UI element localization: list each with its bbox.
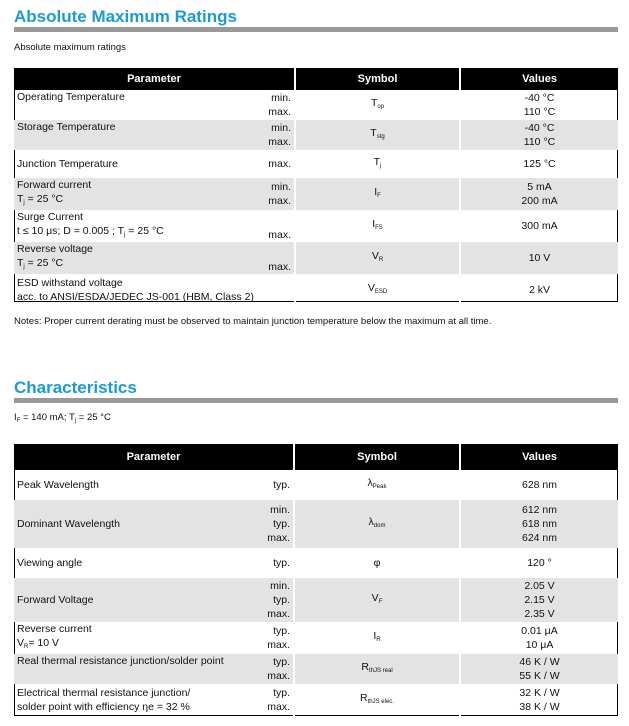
characteristics-table — [14, 444, 618, 716]
param-name: Dominant Wavelength — [14, 500, 224, 548]
absolute-max-table — [14, 68, 618, 306]
table-header-row — [14, 68, 618, 90]
value: 120 ° — [460, 548, 618, 578]
table-row — [14, 548, 618, 578]
condition: typ. max. — [224, 654, 294, 684]
symbol: $I_{FS}$ — [295, 210, 460, 242]
header-values: Values — [460, 444, 618, 470]
value: 2 kV — [460, 274, 618, 306]
value: 5 mA 200 mA — [460, 178, 618, 210]
condition: max. — [214, 242, 295, 274]
value: 0.01 μA 10 μA — [460, 622, 618, 654]
value: 32 K / W 38 K / W — [460, 684, 618, 716]
value: 628 nm — [460, 470, 618, 500]
section-subtitle: Absolute maximum ratings — [14, 42, 126, 53]
condition: max. — [268, 158, 292, 170]
symbol: $T_{op}$ — [295, 90, 460, 120]
symbol: φ — [294, 548, 460, 578]
param-name: Peak Wavelength — [17, 479, 99, 491]
value: 46 K / W 55 K / W — [460, 654, 618, 684]
section-title-absolute-max: Absolute Maximum Ratings — [14, 7, 237, 26]
param-name: ESD withstand voltage acc. to ANSI/ESDA/JEDEC JS-001 (HBM, Class 2) — [17, 277, 254, 303]
header-parameter: Parameter — [14, 68, 295, 90]
header-symbol: Symbol — [294, 444, 460, 470]
table-note: Notes: Proper current derating must be observed to maintain junction temperature below the maximum at all time. — [14, 316, 492, 327]
table-header-row — [14, 444, 618, 470]
condition: typ. — [273, 479, 291, 491]
header-symbol: Symbol — [295, 68, 460, 90]
table-row — [14, 150, 618, 178]
symbol: $V_{ESD}$ — [295, 274, 460, 306]
table-row — [14, 274, 618, 306]
value: 2.05 V 2.15 V 2.35 V — [460, 578, 618, 622]
symbol: $V_R$ — [295, 242, 460, 274]
section-title-characteristics: Characteristics — [14, 378, 137, 397]
condition: min. max. — [214, 120, 295, 150]
table-row — [14, 470, 618, 500]
value: -40 °C 110 °C — [460, 120, 618, 150]
condition: min. typ. max. — [224, 578, 294, 622]
table-row — [14, 90, 618, 120]
value: 10 V — [460, 242, 618, 274]
symbol: $T_{stg}$ — [295, 120, 460, 150]
value: -40 °C 110 °C — [460, 90, 618, 120]
table-row — [14, 622, 618, 654]
param-name: Viewing angle — [17, 557, 83, 569]
condition: min. max. — [268, 92, 292, 118]
symbol: $R_{thJS real}$ — [294, 654, 460, 684]
param-name: Forward current $T_j = 25$ °C — [14, 178, 214, 210]
condition: max. — [268, 229, 292, 241]
condition: min. typ. max. — [224, 500, 294, 548]
symbol: $\lambda_{Peak}$ — [294, 470, 460, 500]
condition: typ. max. — [267, 687, 291, 713]
table-row — [14, 120, 618, 150]
symbol: $I_F$ — [295, 178, 460, 210]
symbol: $V_F$ — [294, 578, 460, 622]
test-conditions: $I_F = 140$ mA; $T_j = 25$ °C — [14, 412, 111, 424]
value: 300 mA — [460, 210, 618, 242]
param-name: Operating Temperature — [17, 91, 125, 103]
param-name: Forward Voltage — [14, 578, 224, 622]
param-name: Junction Temperature — [17, 158, 118, 170]
table-row — [14, 500, 618, 548]
condition: typ. max. — [267, 625, 291, 651]
condition: min. max. — [214, 178, 295, 210]
symbol: $R_{thJS elec.}$ — [294, 684, 460, 716]
section-divider — [14, 398, 618, 403]
value: 612 nm 618 nm 624 nm — [460, 500, 618, 548]
condition: typ. — [273, 557, 291, 569]
param-name: Real thermal resistance junction/solder point — [14, 654, 224, 684]
value: 125 °C — [460, 150, 618, 178]
symbol: $\lambda_{dom}$ — [294, 500, 460, 548]
table-row — [14, 178, 618, 210]
table-row — [14, 684, 618, 716]
section-divider — [14, 27, 618, 32]
param-name: Reverse voltage $T_j = 25$ °C — [14, 242, 214, 274]
table-row — [14, 210, 618, 242]
param-name: Electrical thermal resistance junction/ solder point with efficiency ηe = 32 % — [17, 687, 191, 713]
table-row — [14, 654, 618, 684]
symbol: $I_R$ — [294, 622, 460, 654]
table-row — [14, 242, 618, 274]
param-name: Surge Current t ≤ 10 μs; D = 0.005 ; $T_j = 25$ °C — [17, 211, 164, 238]
table-row — [14, 578, 618, 622]
param-name: Storage Temperature — [14, 120, 214, 150]
header-parameter: Parameter — [14, 444, 294, 470]
param-name: Reverse current $V_R= 10$ V — [17, 623, 92, 650]
header-values: Values — [460, 68, 618, 90]
symbol: $T_j$ — [295, 150, 460, 178]
